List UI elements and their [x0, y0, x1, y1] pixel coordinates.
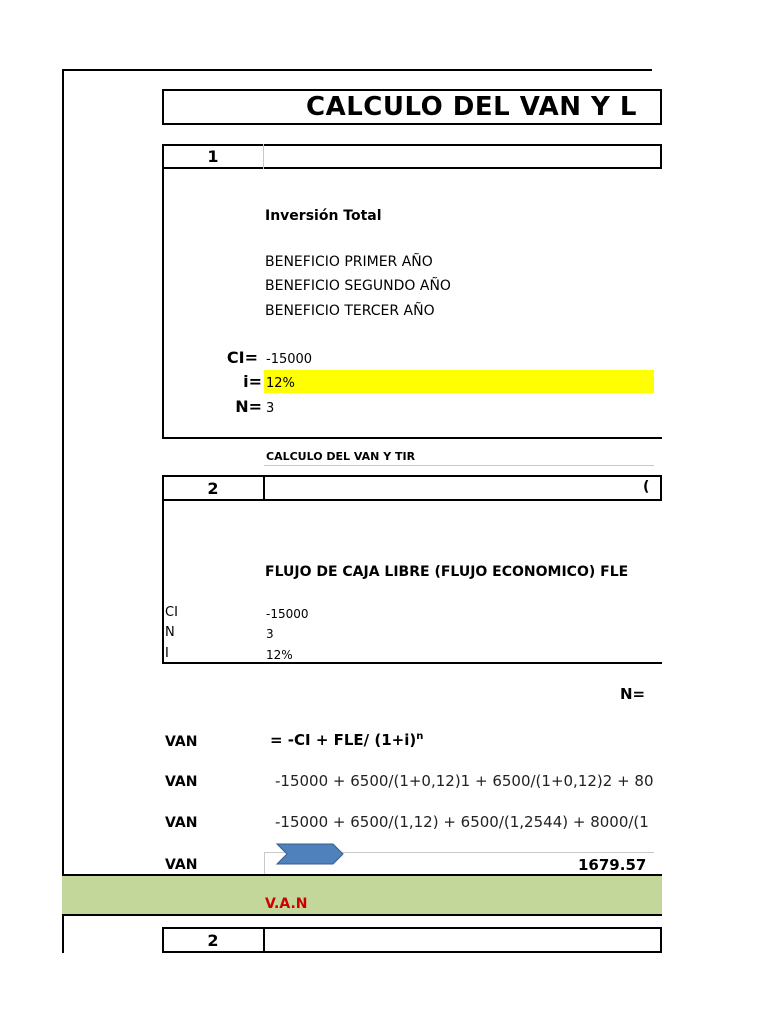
n-right-label: N=: [620, 685, 646, 703]
van-formula-general: [270, 731, 423, 749]
van-formula-substituted: -15000 + 6500/(1+0,12)1 + 6500/(1+0,12)2 + 80: [275, 772, 654, 790]
flow-label: FLUJO DE CAJA LIBRE (FLUJO ECONOMICO) FLE: [265, 564, 629, 580]
investment-label: Inversión Total: [265, 208, 382, 224]
van-formula-simplified: -15000 + 6500/(1,12) + 6500/(1,2544) + 8000/(1: [275, 813, 649, 831]
section2-number: 2: [207, 479, 219, 498]
i-value: 12%: [266, 376, 295, 391]
section2-header-fragment: (: [643, 479, 650, 495]
ci-label: CI=: [226, 348, 258, 367]
ci-value: -15000: [266, 352, 313, 367]
benefit-year-3: BENEFICIO TERCER AÑO: [265, 303, 435, 319]
arrow-shape-icon: [276, 842, 346, 866]
n-label: N=: [235, 397, 262, 416]
i-label: i=: [243, 372, 262, 391]
section2-header-divider: [263, 475, 265, 501]
benefit-year-1: BENEFICIO PRIMER AÑO: [265, 254, 433, 270]
van-formula-text: = -CI + FLE/ (1+i): [270, 731, 417, 749]
s2-n-label: N: [165, 625, 175, 640]
section3-number: 2: [207, 931, 219, 950]
n-value: 3: [266, 401, 275, 416]
section2-left-border: [162, 501, 164, 664]
van-label-1: VAN: [165, 734, 198, 750]
van-label-4: VAN: [165, 857, 198, 873]
van-formula-exponent: n: [416, 731, 424, 742]
interest-highlight: [264, 370, 654, 393]
s2-n-value: 3: [266, 627, 274, 641]
s2-ci-value: -15000: [266, 607, 309, 621]
page-title: CALCULO DEL VAN Y L: [306, 92, 637, 122]
section1-bottom-border: [162, 437, 662, 439]
s2-i-label: I: [165, 646, 169, 661]
s2-i-value: 12%: [266, 648, 293, 662]
outer-top-border: [62, 69, 652, 71]
van-label-2: VAN: [165, 774, 198, 790]
outer-left-border: [62, 69, 64, 953]
section1-number: 1: [207, 147, 219, 166]
subheading: CALCULO DEL VAN Y TIR: [266, 450, 416, 463]
subheading-rule: [264, 465, 654, 466]
van-label-3: VAN: [165, 815, 198, 831]
van-result-value: 1679.57: [578, 856, 647, 874]
s2-ci-label: CI: [165, 605, 178, 620]
section3-header-divider: [263, 927, 265, 953]
section1-header-divider: [263, 144, 264, 169]
van-band-label: V.A.N: [265, 896, 308, 912]
section1-left-border: [162, 169, 164, 439]
van-band: [62, 874, 662, 916]
section2-bottom-border: [162, 662, 662, 664]
benefit-year-2: BENEFICIO SEGUNDO AÑO: [265, 278, 451, 294]
van-result-cell-edge: [264, 852, 265, 874]
